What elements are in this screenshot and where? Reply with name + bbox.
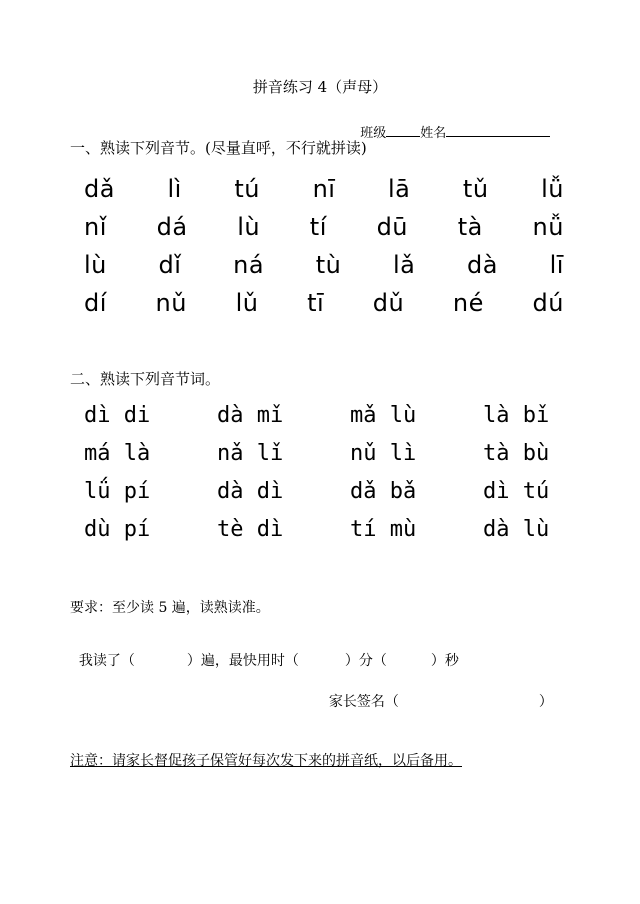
syllable: dú (532, 289, 564, 317)
pinyin-word: dà lù (483, 517, 550, 542)
word-grid (84, 397, 564, 549)
syllable: lì (167, 175, 182, 203)
syllable-grid (84, 170, 564, 322)
pinyin-word: dì di (84, 403, 151, 428)
syllable: tú (234, 175, 261, 203)
pinyin-word: nǔ lì (350, 441, 417, 466)
pinyin-word: dà mǐ (217, 403, 284, 428)
reading-record (70, 634, 459, 670)
syllable: lù (84, 251, 107, 279)
syllable: dǔ (372, 289, 405, 317)
pinyin-word: nǎ lǐ (217, 441, 284, 466)
pinyin-word: tí mù (350, 517, 417, 542)
syllable: lī (549, 251, 564, 279)
minutes-blank[interactable] (299, 653, 345, 665)
record-part-2: ）遍，最快用时（ (186, 653, 299, 669)
record-part-1: 我读了（ (78, 653, 135, 669)
syllable: tǔ (462, 175, 489, 203)
section2-heading: 二、熟读下列音节词。 (70, 370, 221, 388)
syllable: tà (457, 213, 483, 241)
parent-signature-blank[interactable] (399, 694, 539, 706)
syllable: lā (388, 175, 411, 203)
seconds-blank[interactable] (387, 653, 431, 665)
parent-signature-label: 家长签名（ (328, 694, 399, 710)
section1-heading: 一、熟读下列音节。(尽量直呼，不行就拼读) (70, 139, 367, 157)
syllable: dǎ (84, 175, 115, 203)
pinyin-word: dà dì (217, 479, 284, 504)
syllable: né (452, 289, 484, 317)
record-part-3: ）分（ (344, 653, 387, 669)
requirement-text: 要求：至少读 5 遍，读熟读准。 (70, 600, 270, 616)
pinyin-word: má là (84, 441, 151, 466)
word-row (84, 397, 564, 435)
note-text: 注意：请家长督促孩子保管好每次发下来的拼音纸，以后备用。 (70, 753, 462, 769)
syllable: dǐ (158, 251, 182, 279)
page-title: 拼音练习 4（声母） (252, 78, 388, 96)
syllable: nǚ (532, 213, 564, 241)
parent-signature-close: ） (538, 694, 553, 710)
pinyin-word: tà bù (483, 441, 550, 466)
class-blank[interactable] (386, 124, 420, 137)
word-row (84, 473, 564, 511)
record-part-4: ）秒 (430, 653, 459, 669)
syllable: tī (307, 289, 325, 317)
pinyin-word: mǎ lù (350, 403, 417, 428)
syllable: lù (237, 213, 261, 241)
syllable: lǎ (392, 251, 416, 279)
syllable: tù (315, 251, 342, 279)
pinyin-word: dù pí (84, 517, 151, 542)
pinyin-word: là bǐ (483, 403, 550, 428)
word-row (84, 435, 564, 473)
parent-signature-line (320, 675, 553, 711)
syllable: dū (376, 213, 409, 241)
syllable: lǚ (541, 175, 564, 203)
pinyin-word: lǘ pí (84, 479, 151, 504)
syllable: nī (312, 175, 336, 203)
name-label: 姓名 (420, 126, 447, 141)
syllable-row (84, 246, 564, 284)
syllable: tí (309, 213, 327, 241)
syllable: nǔ (155, 289, 187, 317)
word-row (84, 511, 564, 549)
syllable-row (84, 284, 564, 322)
syllable: dá (156, 213, 188, 241)
name-blank[interactable] (446, 124, 550, 137)
syllable: nǐ (84, 213, 107, 241)
syllable: dí (84, 289, 107, 317)
class-label: 班级 (360, 126, 387, 141)
syllable-row (84, 208, 564, 246)
pinyin-word: dǎ bǎ (350, 479, 417, 504)
syllable: dà (467, 251, 498, 279)
class-name-line (352, 107, 550, 141)
syllable-row (84, 170, 564, 208)
syllable: ná (233, 251, 265, 279)
syllable: lǔ (235, 289, 259, 317)
pinyin-word: tè dì (217, 517, 284, 542)
times-blank[interactable] (135, 653, 187, 665)
pinyin-word: dì tú (483, 479, 550, 504)
